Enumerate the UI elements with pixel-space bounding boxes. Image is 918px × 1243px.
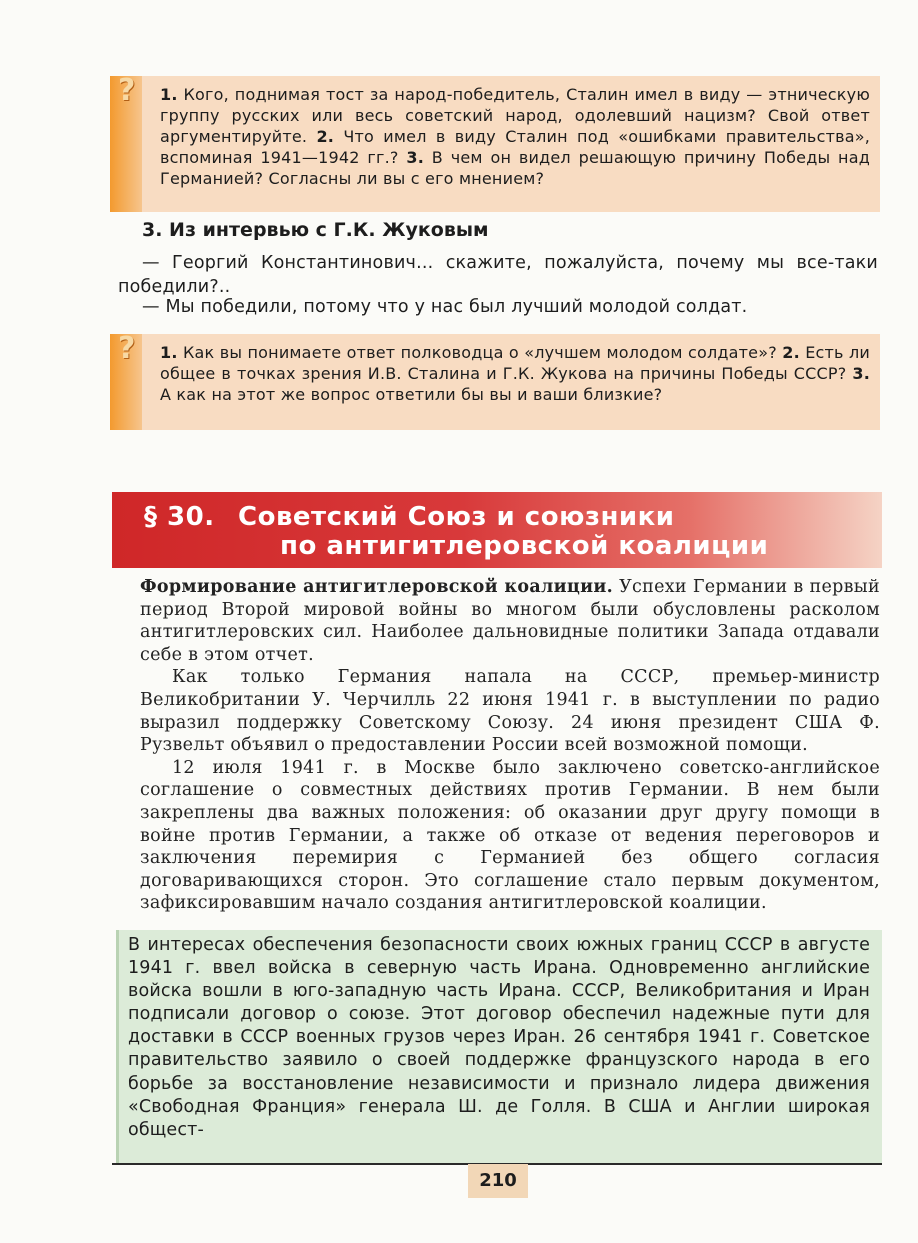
- section-number: § 30.: [144, 502, 215, 532]
- question-text: Кого, поднимая тост за народ-победитель, Сталин имел в виду — этническую группу русских или весь советский народ, одолевший нацизм? Свой ответ аргументируйте.: [160, 85, 870, 146]
- section-title-line-2: по антигитлеровской коалиции: [280, 531, 769, 561]
- question-number: 1.: [160, 343, 178, 362]
- main-text: [140, 576, 880, 915]
- paragraph-lead: Формирование антигитлеровской коалиции.: [140, 577, 614, 597]
- question-number: 3.: [852, 364, 870, 383]
- paragraph-text: Успехи Германии в первый период Второй мировой войны во многом были обусловлены расколом антигитлеровских сил. Наиболее дальновидные политики Запада отдавали себе в этом отчет.: [140, 577, 880, 665]
- paragraph: [140, 576, 880, 666]
- question-text: В чем он видел решающую причину Победы над Германией? Согласны ли вы с его мнением?: [160, 148, 870, 188]
- question-number: 2.: [782, 343, 800, 362]
- question-text: Как вы понимаете ответ полководца о «лучшем молодом солдате»?: [177, 343, 783, 362]
- question-number: 2.: [316, 127, 335, 146]
- question-mark-icon: ?: [118, 73, 136, 108]
- supplementary-text-box: [116, 930, 882, 1164]
- paragraph: 12 июля 1941 г. в Москве было заключено советско-английское соглашение о совместных действиях против Германии. В нем были закреплены два важных положения: об оказании друг другу помощи в войне против Германии, а также об отказе от ведения переговоров и заключения перемирия с Германией без общего согласия договаривающихся сторон. Это соглашение стало первым документом, зафиксировавшим начало создания антигитлеровской коалиции.: [140, 757, 880, 914]
- question-text: А как на этот же вопрос ответили бы вы и ваши близкие?: [160, 385, 663, 404]
- question-box-1: [110, 73, 880, 212]
- interview-heading: 3. Из интервью с Г.К. Жуковым: [142, 219, 489, 241]
- supplementary-text: В интересах обеспечения безопасности своих южных границ СССР в августе 1941 г. ввел войска в северную часть Ирана. Одновременно английские войска вошли в юго-западную часть Ирана. СССР, Великобритания и Иран подписали договор о союзе. Этот договор обеспечил надежные пути для доставки в СССР военных грузов через Иран. 26 сентября 1941 г. Советское правительство заявило о своей поддержке французского народа в его борьбе за восстановление независимости и признало лидера движения «Свободная Франция» генерала Ш. де Голля. В США и Англии широкая общест-: [128, 935, 870, 1140]
- question-box-2: [110, 331, 880, 430]
- question-text: Есть ли общее в точках зрения И.В. Сталина и Г.К. Жукова на причины Победы СССР?: [160, 343, 871, 383]
- question-mark-icon: ?: [118, 331, 136, 366]
- question-number: 1.: [160, 85, 178, 104]
- interview-answer: — Мы победили, потому что у нас был лучший молодой солдат.: [142, 297, 748, 317]
- section-title-banner: [112, 492, 882, 568]
- paragraph: Как только Германия напала на СССР, премьер-министр Великобритании У. Черчилль 22 июня 1941 г. в выступлении по радио выразил поддержку Советскому Союзу. 24 июня президент США Ф. Рузвельт объявил о предоставлении России всей возможной помощи.: [140, 667, 880, 756]
- question-text: Что имел в виду Сталин под «ошибками правительства», вспоминая 1941—1942 гг.?: [160, 127, 870, 167]
- interview-question: — Георгий Константинович... скажите, пожалуйста, почему мы все-таки победили?..: [118, 253, 878, 297]
- page-number: 210: [468, 1164, 528, 1198]
- section-title-line-1: Советский Союз и союзники: [238, 502, 675, 532]
- question-number: 3.: [406, 148, 424, 167]
